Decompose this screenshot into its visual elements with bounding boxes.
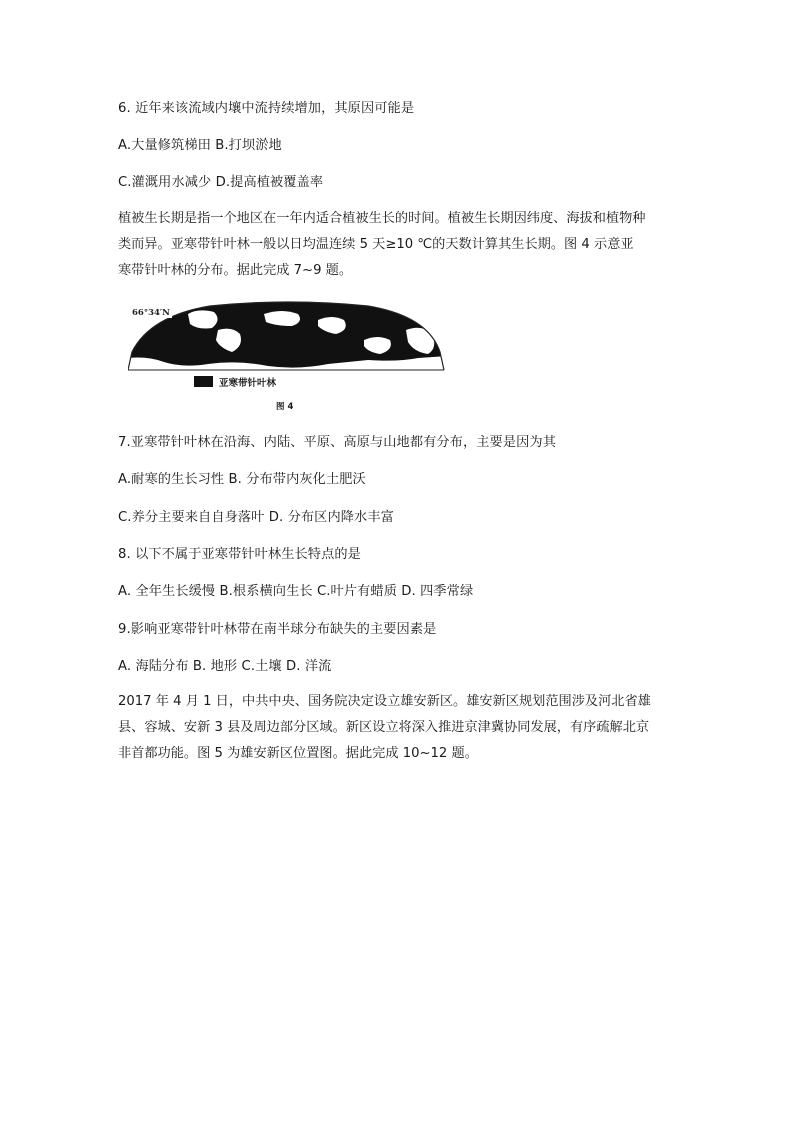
figure-caption: 图 4 <box>276 402 294 412</box>
legend-label: 亚寒带针叶林 <box>219 378 277 389</box>
passage-7-9-line-2: 类而异。亚寒带针叶林一般以日均温连续 5 天≥10 ℃的天数计算其生长期。图 4 示意亚 <box>118 237 634 252</box>
passage-10-12-line-1: 2017 年 4 月 1 日，中共中央、国务院决定设立雄安新区。雄安新区规划范围涉及河北省雄 <box>118 694 651 709</box>
q8-options: A. 全年生长缓慢 B.根系横向生长 C.叶片有蜡质 D. 四季常绿 <box>118 584 474 599</box>
passage-10-12 <box>118 689 678 767</box>
passage-7-9-line-1: 植被生长期是指一个地区在一年内适合植被生长的时间。植被生长期因纬度、海拔和植物种 <box>118 211 646 226</box>
q9-options: A. 海陆分布 B. 地形 C.土壤 D. 洋流 <box>118 659 332 674</box>
legend-swatch <box>194 376 213 387</box>
passage-7-9 <box>118 206 678 284</box>
boreal-forest-map <box>128 300 448 372</box>
q6-options-ab: A.大量修筑梯田 B.打坝淤地 <box>118 138 282 153</box>
q7-options-ab: A.耐寒的生长习性 B. 分布带内灰化土肥沃 <box>118 472 366 487</box>
passage-10-12-line-2: 县、容城、安新 3 县及周边部分区域。新区设立将深入推进京津冀协同发展，有序疏解北京 <box>118 720 650 735</box>
q8-stem: 8. 以下不属于亚寒带针叶林生长特点的是 <box>118 547 361 562</box>
q6-stem: 6. 近年来该流域内壤中流持续增加，其原因可能是 <box>118 101 415 116</box>
latitude-label: 66°34′N <box>132 308 170 318</box>
q7-options-cd: C.养分主要来自自身落叶 D. 分布区内降水丰富 <box>118 510 394 525</box>
figure-4-map <box>128 300 448 420</box>
q7-stem: 7.亚寒带针叶林在沿海、内陆、平原、高原与山地都有分布，主要是因为其 <box>118 435 556 450</box>
passage-10-12-line-3: 非首都功能。图 5 为雄安新区位置图。据此完成 10~12 题。 <box>118 746 478 761</box>
q6-options-cd: C.灌溉用水减少 D.提高植被覆盖率 <box>118 175 324 190</box>
passage-7-9-line-3: 寒带针叶林的分布。据此完成 7~9 题。 <box>118 263 353 278</box>
q9-stem: 9.影响亚寒带针叶林带在南半球分布缺失的主要因素是 <box>118 622 437 637</box>
